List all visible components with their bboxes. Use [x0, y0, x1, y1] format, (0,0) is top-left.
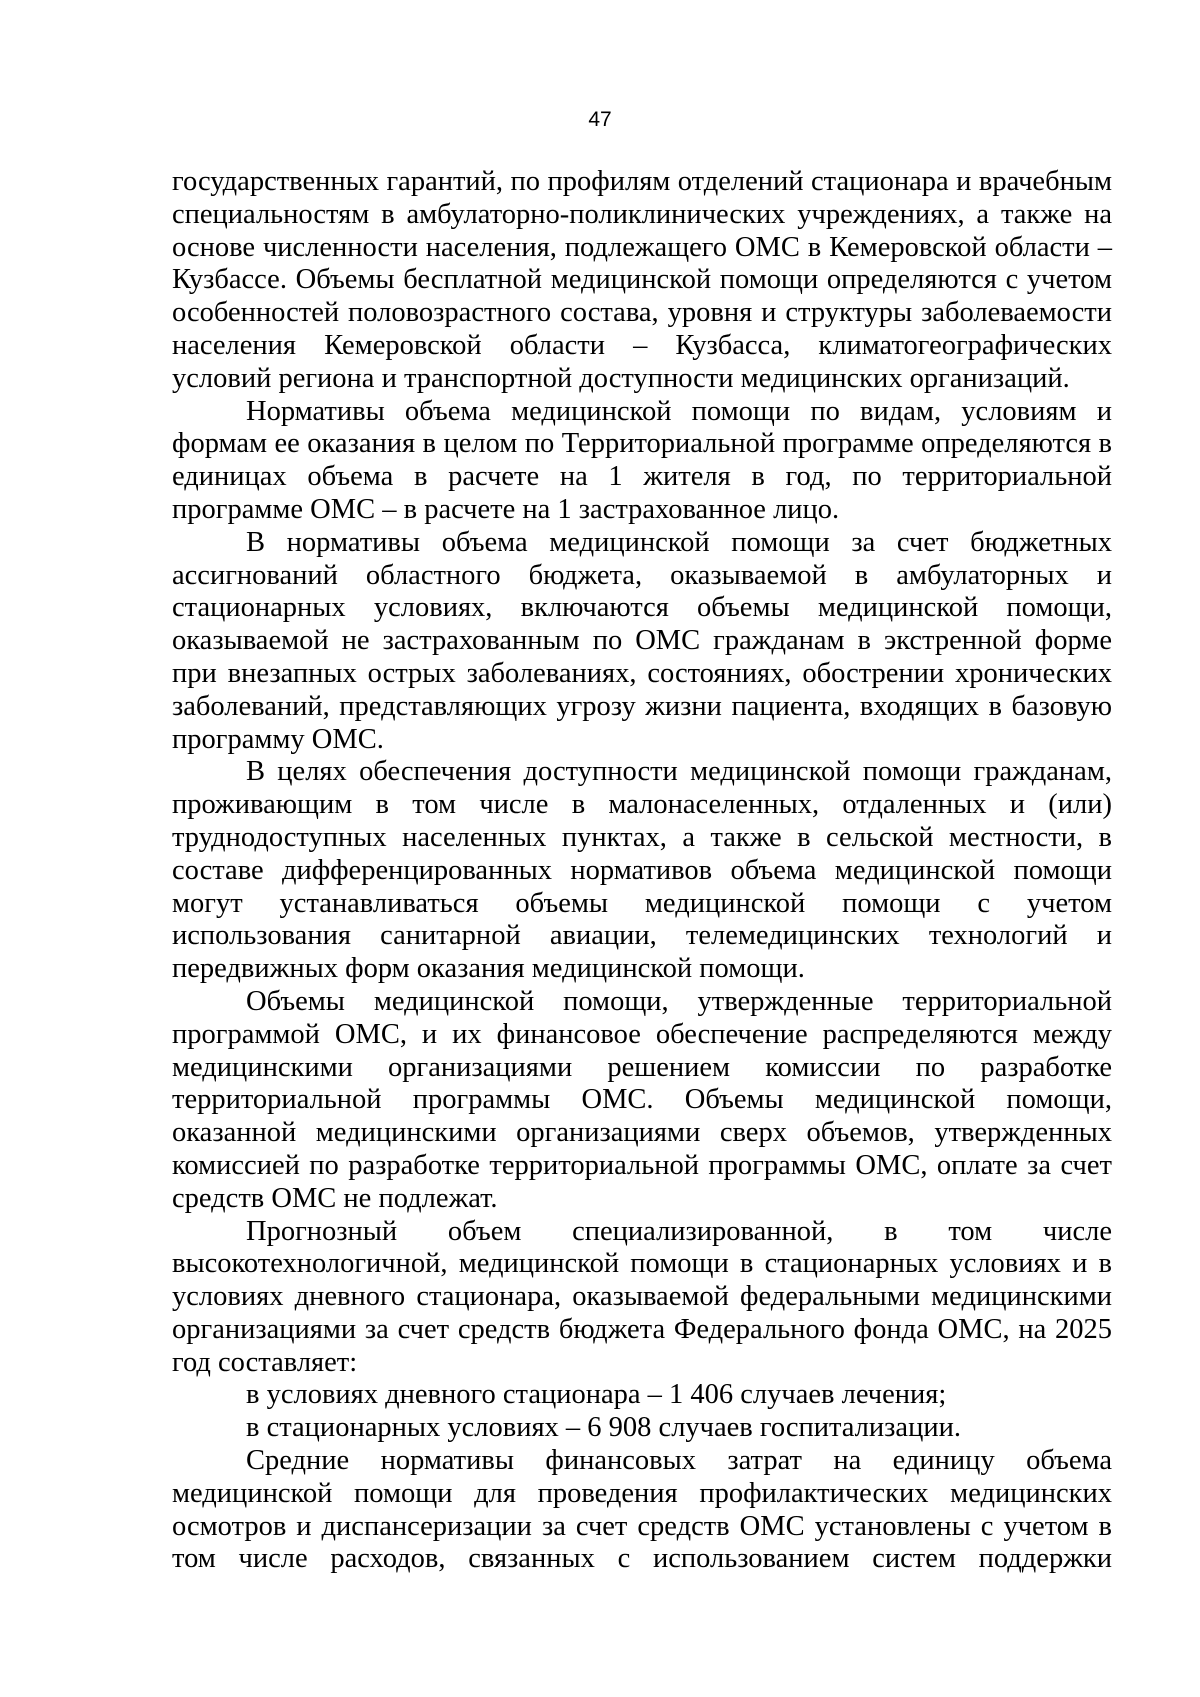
document-body — [172, 166, 1112, 1576]
list-item-day-hospital: в условиях дневного стационара – 1 406 случаев лечения; — [246, 1379, 947, 1411]
paragraph-distribution: Объемы медицинской помощи, утвержденные территориальной программой ОМС, и их финансовое обеспечение распределяются между медицинскими организациями решением комиссии по разработке территориальной программы ОМС. Объемы медицинской помощи, оказанной медицинскими организациями сверх объемов, утвержденных комиссией по разработке территориальной программы ОМС, оплате за счет средств ОМС не подлежат. — [172, 985, 1112, 1214]
paragraph-budget-norms: В нормативы объема медицинской помощи за счет бюджетных ассигнований областного бюджета, оказываемой в амбулаторных и стационарных условиях, включаются объемы медицинской помощи, оказываемой не застрахованным по ОМС гражданам в экстренной форме при внезапных острых заболеваниях, состояниях, обострении хронических заболеваний, представляющих угрозу жизни пациента, входящих в базовую программу ОМС. — [172, 526, 1112, 755]
paragraph-continuation: государственных гарантий, по профилям отделений стационара и врачебным специальностям в амбулаторно-поликлинических учреждениях, а также на основе численности населения, подлежащего ОМС в Кемеровской области – Кузбассе. Объемы бесплатной медицинской помощи определяются с учетом особенностей половозрастного состава, уровня и структуры заболеваемости населения Кемеровской области – Кузбасса, климатогеографических условий региона и транспортной доступности медицинских организаций. — [172, 166, 1112, 394]
paragraph-accessibility: В целях обеспечения доступности медицинской помощи гражданам, проживающим в том числе в малонаселенных, отдаленных и (или) труднодоступных населенных пунктах, а также в сельской местности, в составе дифференцированных нормативов объема медицинской помощи могут устанавливаться объемы медицинской помощи с учетом использования санитарной авиации, телемедицинских технологий и передвижных форм оказания медицинской помощи. — [172, 756, 1112, 985]
paragraph-forecast-volume: Прогнозный объем специализированной, в том числе высокотехнологичной, медицинской помощи в стационарных условиях и в условиях дневного стационара, оказываемой федеральными медицинскими организациями за счет средств бюджета Федерального фонда ОМС, на 2025 год составляет: — [172, 1215, 1112, 1378]
paragraph-financial-norms: Средние нормативы финансовых затрат на единицу объема медицинской помощи для проведения профилактических медицинских осмотров и диспансеризации за счет средств ОМС установлены с учетом в том числе расходов, связанных с использованием систем поддержки — [172, 1445, 1112, 1575]
paragraph-volume-norms: Нормативы объема медицинской помощи по видам, условиям и формам ее оказания в целом по Территориальной программе определяются в единицах объема в расчете на 1 жителя в год, по территориальной программе ОМС – в расчете на 1 застрахованное лицо. — [172, 395, 1112, 525]
page-number: 47 — [588, 108, 612, 131]
list-item-inpatient: в стационарных условиях – 6 908 случаев госпитализации. — [246, 1412, 961, 1444]
